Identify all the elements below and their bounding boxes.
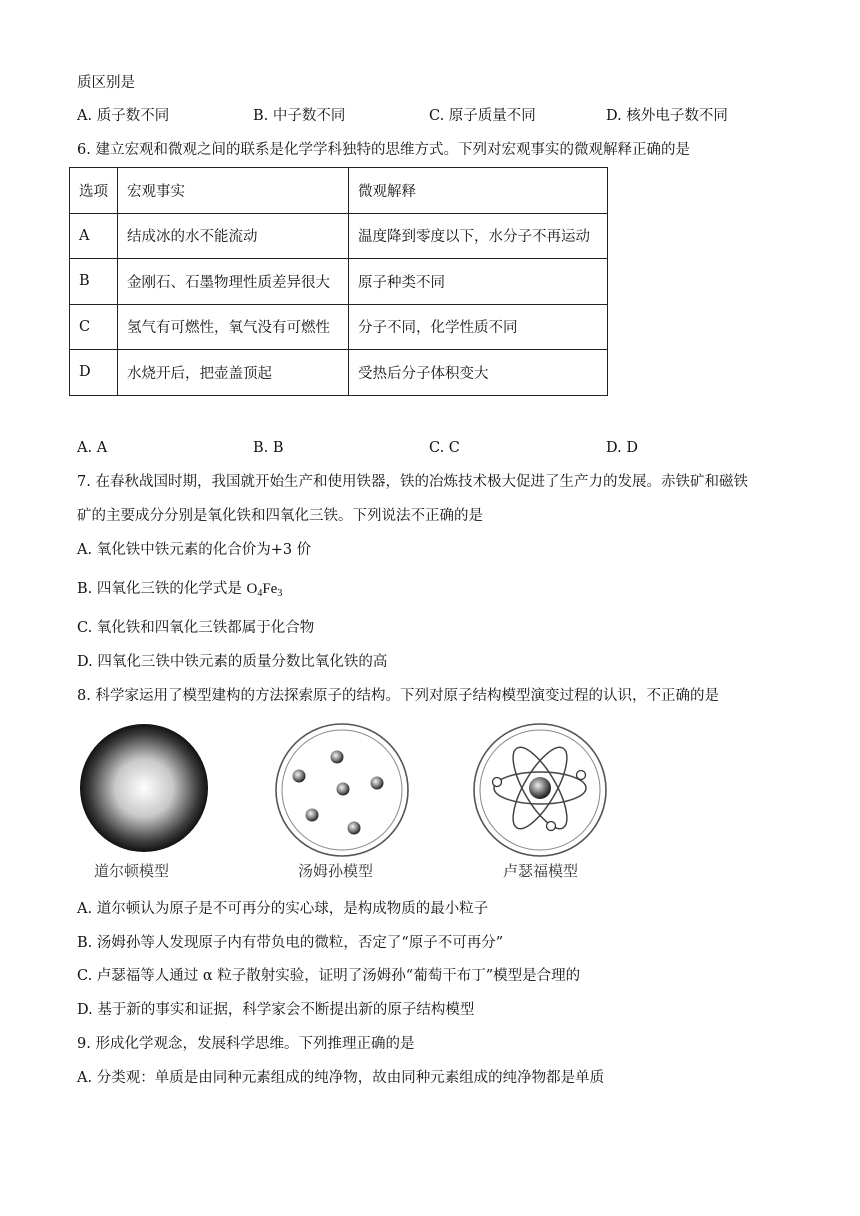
row-micro-explanation: 原子种类不同 xyxy=(349,259,608,305)
row-macro-fact: 水烧开后，把壶盖顶起 xyxy=(118,350,349,396)
rutherford-model-figure xyxy=(472,722,608,858)
q8-option-a: A. 道尔顿认为原子是不可再分的实心球，是构成物质的最小粒子 xyxy=(77,901,489,917)
q8-option-b: B. 汤姆孙等人发现原子内有带负电的微粒，否定了“原子不可再分” xyxy=(77,935,504,951)
table-row xyxy=(70,213,608,259)
q7-option-b xyxy=(77,579,282,604)
q6-option-b: B. B xyxy=(253,440,284,456)
q6-option-c: C. C xyxy=(429,440,460,456)
q9-option-a: A. 分类观：单质是由同种元素组成的纯净物，故由同种元素组成的纯净物都是单质 xyxy=(77,1070,605,1086)
q5-option-d: D. 核外电子数不同 xyxy=(606,108,728,124)
q6-table xyxy=(69,167,608,396)
intro-text: 质区别是 xyxy=(77,75,135,91)
q7-stem-line2: 矿的主要成分分别是氧化铁和四氧化三铁。下列说法不正确的是 xyxy=(77,508,483,524)
header-micro-explanation: 微观解释 xyxy=(349,168,608,214)
row-option: A xyxy=(70,213,118,259)
thomson-model-figure xyxy=(274,722,410,858)
q6-option-d: D. D xyxy=(606,440,638,456)
q5-option-b: B. 中子数不同 xyxy=(253,108,346,124)
formula-o: O xyxy=(246,581,258,597)
dalton-model-caption: 道尔顿模型 xyxy=(94,863,170,880)
header-option: 选项 xyxy=(70,168,118,214)
chemical-formula xyxy=(246,581,282,597)
formula-fe-subscript: 3 xyxy=(277,588,283,599)
thomson-model-caption: 汤姆孙模型 xyxy=(298,863,374,880)
formula-o-subscript: 4 xyxy=(257,588,263,599)
table-header-row xyxy=(70,168,608,214)
q5-option-a: A. 质子数不同 xyxy=(77,108,170,124)
table-row xyxy=(70,350,608,396)
q7-option-c: C. 氧化铁和四氧化三铁都属于化合物 xyxy=(77,620,315,636)
q7-stem-line1: 7. 在春秋战国时期，我国就开始生产和使用铁器，铁的冶炼技术极大促进了生产力的发展。赤铁矿和磁铁 xyxy=(77,474,748,490)
row-option: C xyxy=(70,304,118,350)
dalton-model-figure xyxy=(78,722,210,854)
q8-stem: 8. 科学家运用了模型建构的方法探索原子的结构。下列对原子结构模型演变过程的认识，不正确的是 xyxy=(77,688,719,704)
q6-stem: 6. 建立宏观和微观之间的联系是化学学科独特的思维方式。下列对宏观事实的微观解释正确的是 xyxy=(77,142,690,158)
row-micro-explanation: 分子不同，化学性质不同 xyxy=(349,304,608,350)
q7-option-d: D. 四氧化三铁中铁元素的质量分数比氧化铁的高 xyxy=(77,654,388,670)
q7-option-b-text: B. 四氧化三铁的化学式是 xyxy=(77,581,247,597)
formula-fe: Fe xyxy=(262,581,278,597)
row-micro-explanation: 受热后分子体积变大 xyxy=(349,350,608,396)
q8-option-c: C. 卢瑟福等人通过 α 粒子散射实验，证明了汤姆孙“葡萄干布丁”模型是合理的 xyxy=(77,968,581,984)
q9-stem: 9. 形成化学观念，发展科学思维。下列推理正确的是 xyxy=(77,1036,415,1052)
table-row xyxy=(70,259,608,305)
q5-option-c: C. 原子质量不同 xyxy=(429,108,536,124)
q6-option-a: A. A xyxy=(77,440,108,456)
row-macro-fact: 结成冰的水不能流动 xyxy=(118,213,349,259)
table-row xyxy=(70,304,608,350)
row-macro-fact: 氢气有可燃性，氧气没有可燃性 xyxy=(118,304,349,350)
rutherford-model-caption: 卢瑟福模型 xyxy=(503,863,579,880)
q8-option-d: D. 基于新的事实和证据，科学家会不断提出新的原子结构模型 xyxy=(77,1002,475,1018)
row-micro-explanation: 温度降到零度以下，水分子不再运动 xyxy=(349,213,608,259)
q7-option-a: A. 氧化铁中铁元素的化合价为+3 价 xyxy=(77,542,312,558)
row-macro-fact: 金刚石、石墨物理性质差异很大 xyxy=(118,259,349,305)
row-option: D xyxy=(70,350,118,396)
row-option: B xyxy=(70,259,118,305)
header-macro-fact: 宏观事实 xyxy=(118,168,349,214)
